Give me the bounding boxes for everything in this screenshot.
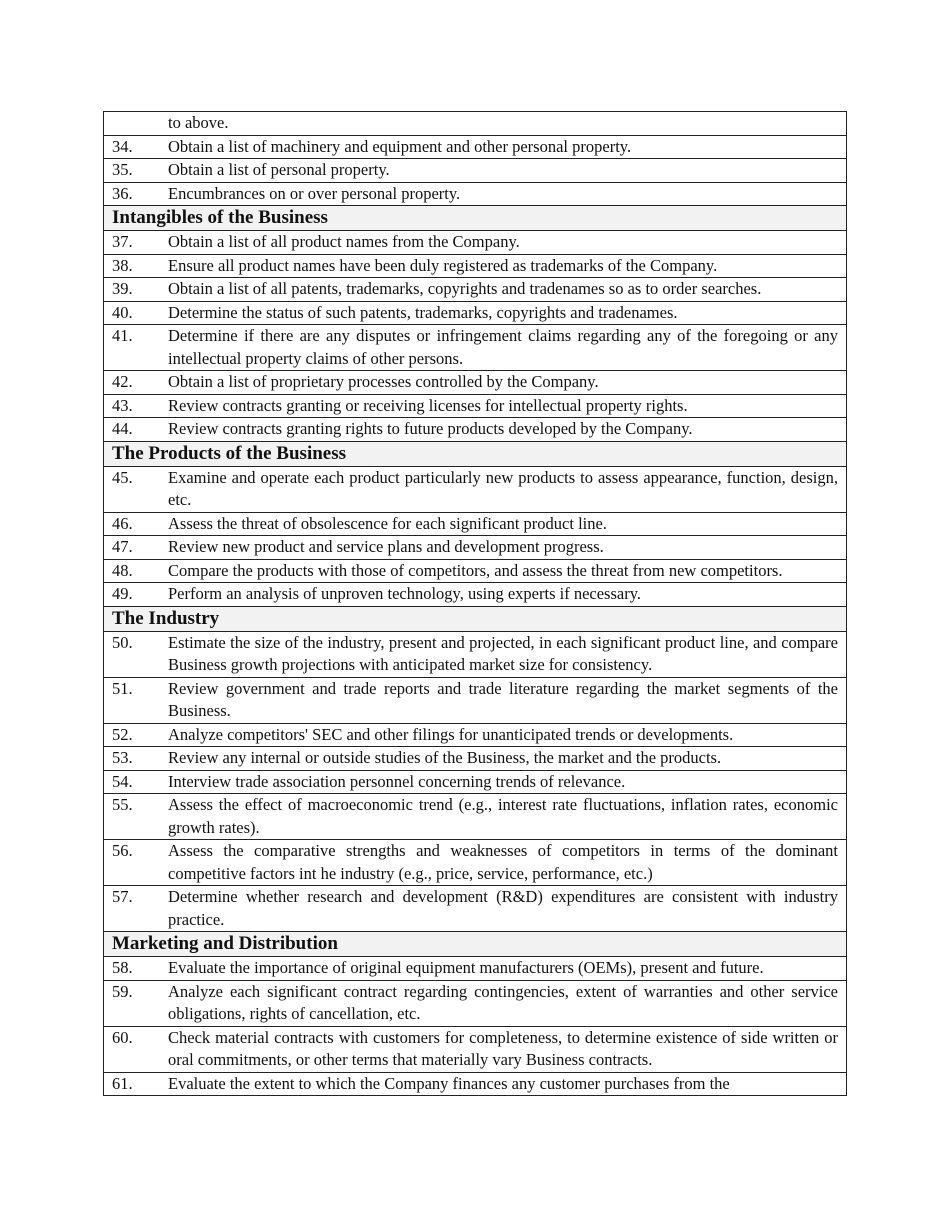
checklist-row <box>104 231 847 255</box>
item-number: 34. <box>112 136 133 156</box>
item-number: 44. <box>112 419 133 438</box>
section-header: Intangibles of the Business <box>104 206 847 231</box>
section-header-row <box>104 206 847 231</box>
item-number: 37. <box>112 232 133 251</box>
checklist-row <box>104 466 847 512</box>
checklist-row <box>104 159 847 183</box>
item-text: Assess the effect of macroeconomic trend (e.g., interest rate fluctuations, inflation rates, economic growth rates). <box>168 795 838 837</box>
item-text: Estimate the size of the industry, present and projected, in each significant product line, and compare Business growth projections with anticipated market size for consistency. <box>168 632 838 674</box>
item-text: Evaluate the extent to which the Company finances any customer purchases from the <box>168 1073 730 1093</box>
item-text: Determine the status of such patents, trademarks, copyrights and tradenames. <box>168 302 678 322</box>
item-text: Analyze competitors' SEC and other filings for unanticipated trends or developments. <box>168 724 734 744</box>
item-number: 40. <box>112 302 133 322</box>
item-number: 52. <box>112 724 133 744</box>
item-text: Review contracts granting rights to future products developed by the Company. <box>168 419 693 438</box>
item-number: 57. <box>112 887 133 906</box>
checklist-row <box>104 840 847 886</box>
item-text: Examine and operate each product particularly new products to assess appearance, function, design, etc. <box>168 467 838 509</box>
item-text: Obtain a list of proprietary processes controlled by the Company. <box>168 372 599 391</box>
section-header-row <box>104 606 847 631</box>
item-text: Review any internal or outside studies of the Business, the market and the products. <box>168 748 722 767</box>
checklist-row <box>104 677 847 723</box>
item-text: Assess the threat of obsolescence for each significant product line. <box>168 513 607 533</box>
item-text: Obtain a list of personal property. <box>168 160 390 179</box>
checklist-row <box>104 182 847 206</box>
section-header-row <box>104 932 847 957</box>
item-text: Assess the comparative strengths and weaknesses of competitors in terms of the dominant competitive factors int he industry (e.g., price, service, performance, etc.) <box>168 841 838 883</box>
section-header: Marketing and Distribution <box>104 932 847 957</box>
item-number: 61. <box>112 1073 133 1093</box>
item-text: Obtain a list of all product names from the Company. <box>168 232 520 251</box>
checklist-row <box>104 1072 847 1096</box>
checklist-row <box>104 957 847 981</box>
item-number: 59. <box>112 981 133 1001</box>
item-number: 39. <box>112 279 133 298</box>
continuation-row <box>104 112 847 136</box>
checklist-row <box>104 325 847 371</box>
continuation-text: to above. <box>168 113 229 132</box>
item-number: 42. <box>112 372 133 391</box>
item-number: 54. <box>112 771 133 791</box>
item-text: Obtain a list of all patents, trademarks, copyrights and tradenames so as to order searches. <box>168 279 762 298</box>
item-number: 60. <box>112 1027 133 1047</box>
item-number: 38. <box>112 255 133 275</box>
checklist-row <box>104 418 847 442</box>
item-number: 53. <box>112 748 133 767</box>
checklist-row <box>104 278 847 302</box>
checklist-row <box>104 631 847 677</box>
item-number: 49. <box>112 584 133 603</box>
item-text: Determine whether research and development (R&D) expenditures are consistent with industry practice. <box>168 887 838 929</box>
item-number: 47. <box>112 537 133 556</box>
item-text: Review contracts granting or receiving licenses for intellectual property rights. <box>168 395 688 415</box>
item-text: Review new product and service plans and development progress. <box>168 537 604 556</box>
item-text: Check material contracts with customers for completeness, to determine existence of side written or oral commitments, or other terms that materially vary Business contracts. <box>168 1027 838 1069</box>
checklist-row <box>104 770 847 794</box>
checklist-row <box>104 980 847 1026</box>
checklist-row <box>104 794 847 840</box>
item-number: 46. <box>112 513 133 533</box>
checklist-row <box>104 254 847 278</box>
checklist-row <box>104 723 847 747</box>
checklist-row <box>104 135 847 159</box>
section-header-row <box>104 441 847 466</box>
item-text: Obtain a list of machinery and equipment and other personal property. <box>168 136 632 156</box>
item-number: 36. <box>112 183 133 203</box>
item-text: Evaluate the importance of original equipment manufacturers (OEMs), present and future. <box>168 958 764 977</box>
item-number: 41. <box>112 326 133 345</box>
section-header: The Products of the Business <box>104 441 847 466</box>
checklist-row <box>104 394 847 418</box>
item-text: Review government and trade reports and trade literature regarding the market segments of the Business. <box>168 678 838 720</box>
item-number: 51. <box>112 678 133 698</box>
item-number: 50. <box>112 632 133 652</box>
item-text: Compare the products with those of competitors, and assess the threat from new competitors. <box>168 560 783 580</box>
item-number: 58. <box>112 958 133 977</box>
item-text: Ensure all product names have been duly registered as trademarks of the Company. <box>168 255 718 275</box>
checklist-row <box>104 747 847 771</box>
item-text: Encumbrances on or over personal property. <box>168 183 461 203</box>
item-text: Determine if there are any disputes or infringement claims regarding any of the foregoing or any intellectual property claims of other persons. <box>168 326 838 368</box>
item-number: 45. <box>112 467 133 487</box>
item-number: 48. <box>112 560 133 580</box>
item-number: 43. <box>112 395 133 415</box>
checklist-row <box>104 301 847 325</box>
section-header: The Industry <box>104 606 847 631</box>
item-number: 55. <box>112 795 133 814</box>
due-diligence-checklist-table <box>103 111 847 1096</box>
checklist-row <box>104 1026 847 1072</box>
checklist-row <box>104 512 847 536</box>
checklist-row <box>104 583 847 607</box>
checklist-row <box>104 371 847 395</box>
item-text: Perform an analysis of unproven technology, using experts if necessary. <box>168 584 642 603</box>
checklist-row <box>104 886 847 932</box>
item-text: Interview trade association personnel concerning trends of relevance. <box>168 771 626 791</box>
item-text: Analyze each significant contract regarding contingencies, extent of warranties and other service obligations, rights of cancellation, etc. <box>168 981 838 1023</box>
checklist-row <box>104 536 847 560</box>
item-number: 35. <box>112 160 133 179</box>
item-number: 56. <box>112 841 133 860</box>
checklist-row <box>104 559 847 583</box>
